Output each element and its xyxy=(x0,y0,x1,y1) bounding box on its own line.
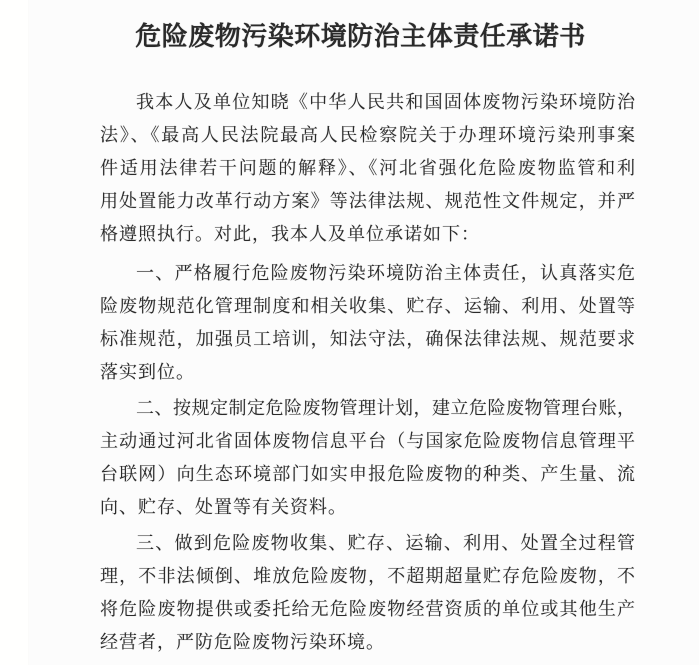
text-line: 一、严格履行危险废物污染环境防治主体责任，认真落实危 xyxy=(136,263,635,284)
text-line: 我本人及单位知晓《中华人民共和国固体废物污染环境防治 xyxy=(136,92,635,113)
paragraph-item-3 xyxy=(100,527,635,659)
text-line: 标准规范，加强员工培训，知法守法，确保法律法规、规范要求 xyxy=(100,329,635,350)
text-line: 险废物规范化管理制度和相关收集、贮存、运输、利用、处置等 xyxy=(100,296,635,317)
text-line: 格遵照执行。对此，我本人及单位承诺如下： xyxy=(100,224,480,245)
text-line: 件适用法律若干问题的解释》、《河北省强化危险废物监管和利 xyxy=(100,158,635,179)
paragraph-item-2 xyxy=(100,392,635,524)
text-line: 台联网）向生态环境部门如实申报危险废物的种类、产生量、流 xyxy=(100,464,635,485)
text-line: 二、按规定制定危险废物管理计划，建立危险废物管理台账， xyxy=(136,398,635,419)
text-line: 三、做到危险废物收集、贮存、运输、利用、处置全过程管 xyxy=(136,533,635,554)
paragraph-intro xyxy=(100,86,635,251)
text-line: 理，不非法倾倒、堆放危险废物，不超期超量贮存危险废物，不 xyxy=(100,566,635,587)
paragraph-item-1 xyxy=(100,257,635,389)
document-title: 危险废物污染环境防治主体责任承诺书 xyxy=(135,22,586,52)
document-body xyxy=(100,86,635,659)
text-line: 落实到位。 xyxy=(100,362,195,383)
text-line: 用处置能力改革行动方案》等法律法规、规范性文件规定，并严 xyxy=(100,191,635,212)
text-line: 向、贮存、处置等有关资料。 xyxy=(100,497,347,518)
text-line: 主动通过河北省固体废物信息平台（与国家危险废物信息管理平 xyxy=(100,431,635,452)
text-line: 法》、《最高人民法院最高人民检察院关于办理环境污染刑事案 xyxy=(100,125,635,146)
text-line: 将危险废物提供或委托给无危险废物经营资质的单位或其他生产 xyxy=(100,599,635,620)
text-line: 经营者，严防危险废物污染环境。 xyxy=(100,632,385,653)
